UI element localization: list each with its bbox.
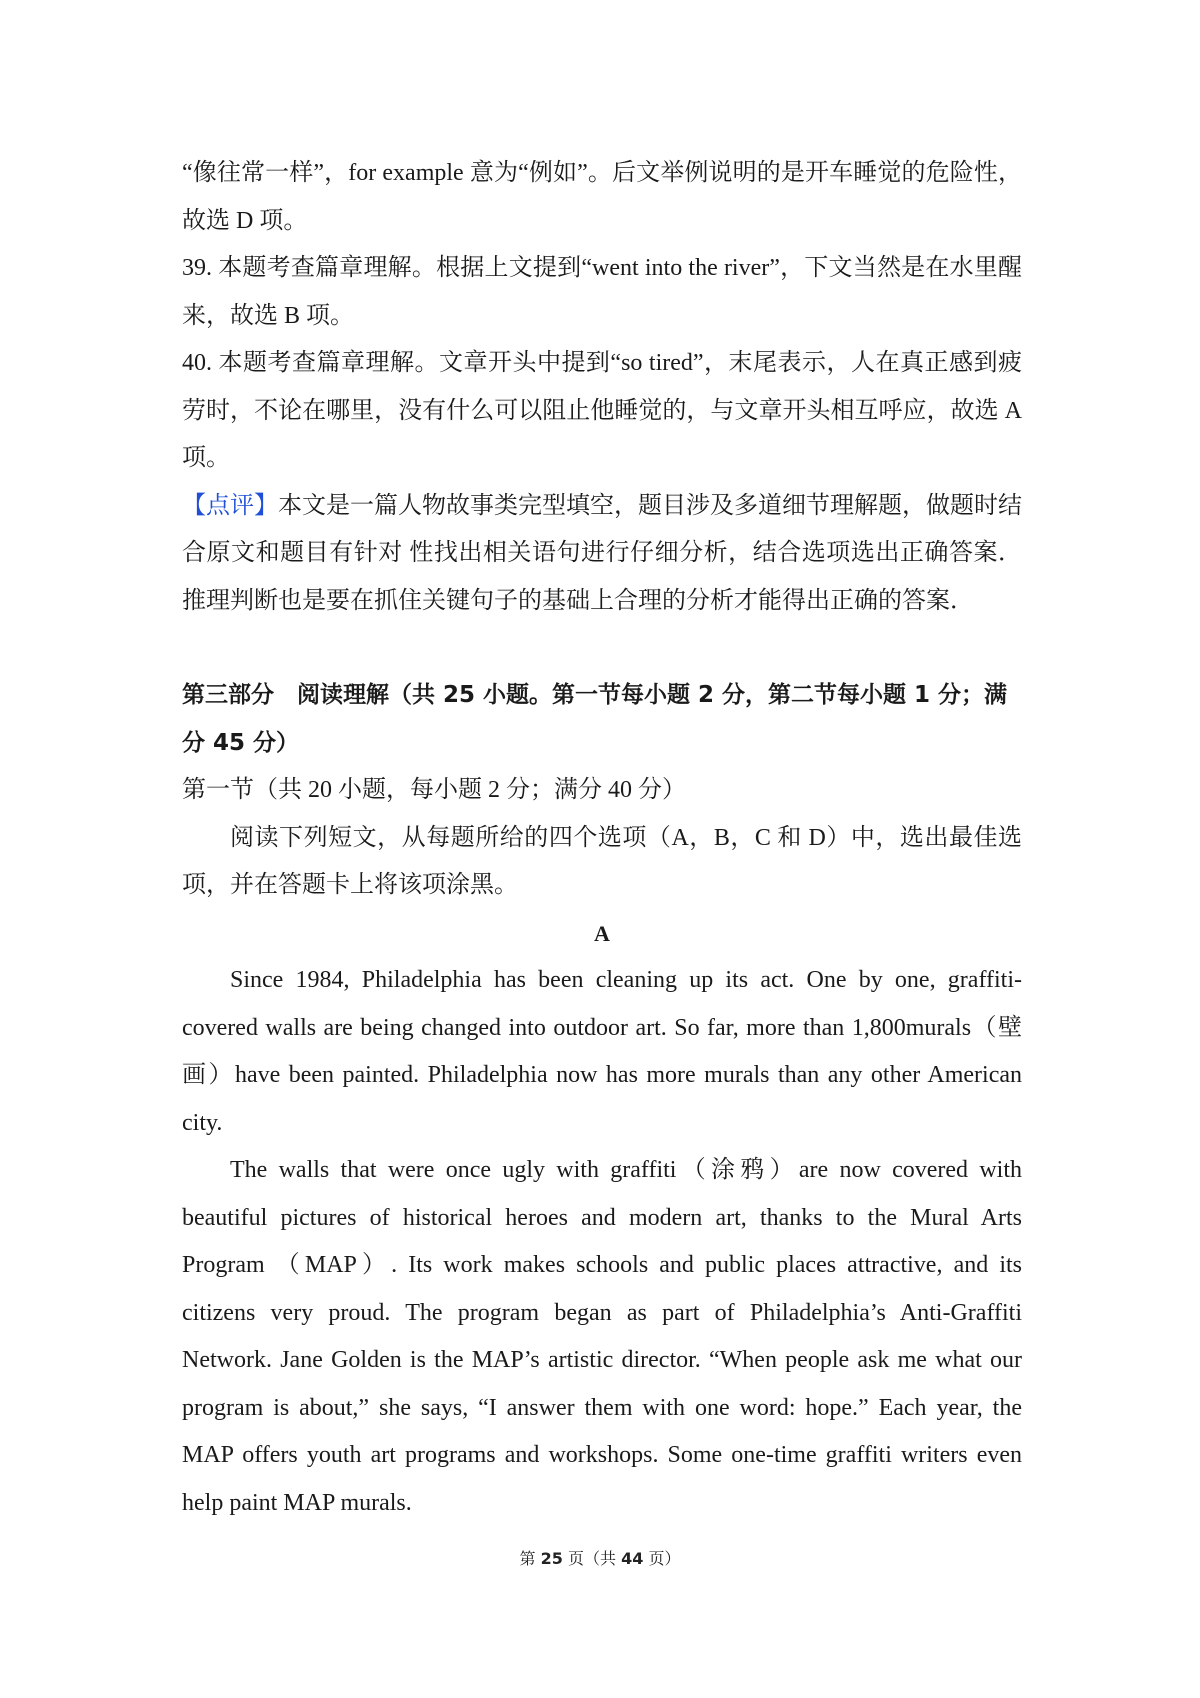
section-title: 第三部分 阅读理解（共 25 小题。第一节每小题 2 分，第二节每小题 1 分；满分 45 分） [182, 682, 1008, 756]
analysis-continuation: “像往常一样”，for example 意为“例如”。后文举例说明的是开车睡觉的危险性，故选 D 项。 [182, 160, 1022, 234]
section-instructions: 阅读下列短文，从每题所给的四个选项（A，B，C 和 D）中，选出最佳选项，并在答题卡上将该项涂黑。 [182, 824, 1022, 898]
footer-total-pages: 44 [621, 1549, 644, 1568]
document-page [182, 150, 1022, 1527]
subsection-title: 第一节（共 20 小题，每小题 2 分；满分 40 分） [182, 777, 686, 803]
comment-text: 本文是一篇人物故事类完型填空，题目涉及多道细节理解题，做题时结合原文和题目有针对 性找出相关语句进行仔细分析，结合选项选出正确答案．推理判断也是要在抓住关键句子的基础上合理的分析才能得出正确的答案． [182, 492, 1022, 614]
analysis-question-39: 39. 本题考查篇章理解。根据上文提到“went into the river”，下文当然是在水里醒来，故选 B 项。 [182, 255, 1022, 329]
passage-paragraph-1: Since 1984, Philadelphia has been cleaning up its act. One by one, graffiti-covered walls are being changed into outdoor art. So far, more than 1,800murals（壁画）have been painted. Philadelphia now has more murals than any other American city. [182, 967, 1022, 1136]
comment-tag: 【点评】 [182, 492, 278, 519]
footer-suffix: 页） [648, 1549, 681, 1568]
footer-current-page: 25 [540, 1549, 563, 1568]
footer-prefix: 第 [519, 1549, 536, 1568]
section-spacer [182, 625, 1022, 672]
comment-paragraph [182, 483, 1022, 626]
passage-paragraph-2: The walls that were once ugly with graffiti（涂鸦）are now covered with beautiful pictures of historical heroes and modern art, thanks to the Mural Arts Program （MAP）. Its work makes schools and public places attractive, and its citizens very proud. The program began as part of Philadelphia’s Anti-Graffiti Network. Jane Golden is the MAP’s artistic director. “When people ask me what our program is about,” she says, “I answer them with one word: hope.” Each year, the MAP offers youth art programs and workshops. Some one-time graffiti writers even help paint MAP murals. [182, 1157, 1022, 1516]
page-footer [0, 1546, 1200, 1569]
passage-label: A [594, 920, 610, 946]
footer-middle: 页（共 [567, 1549, 616, 1568]
analysis-question-40: 40. 本题考查篇章理解。文章开头中提到“so tired”，末尾表示，人在真正感到疲劳时，不论在哪里，没有什么可以阻止他睡觉的，与文章开头相互呼应，故选 A 项。 [182, 350, 1022, 471]
